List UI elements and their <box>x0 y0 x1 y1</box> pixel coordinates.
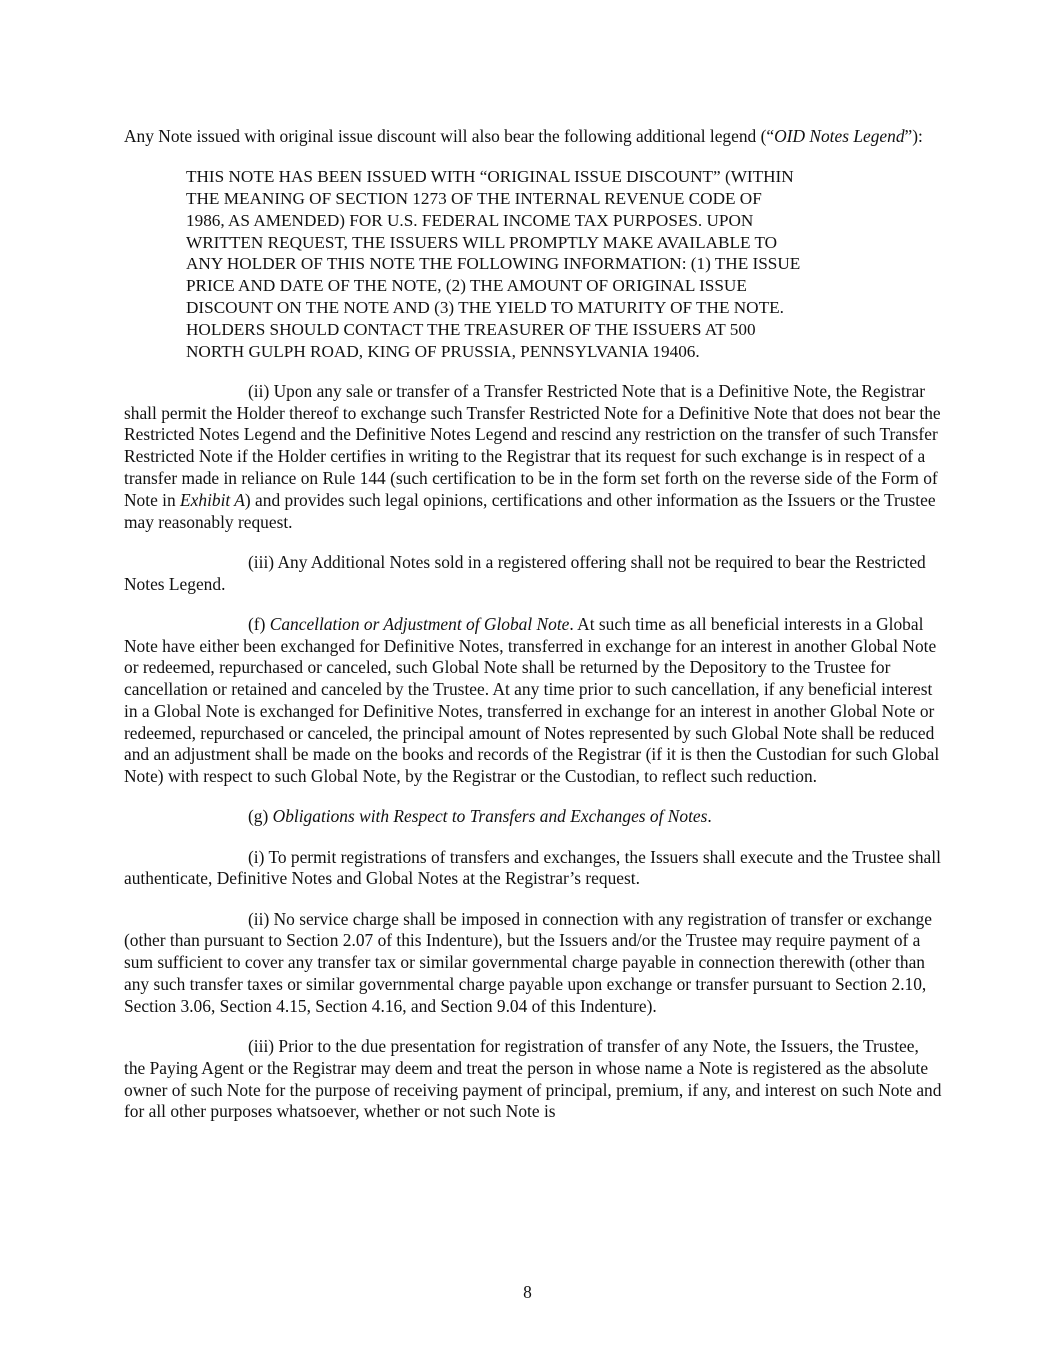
paragraph-e-iii: (iii) Any Additional Notes sold in a registered offering shall not be required to bear the Restricted Notes Legend. <box>124 551 926 594</box>
legend-line: HOLDERS SHOULD CONTACT THE TREASURER OF THE ISSUERS AT 500 <box>186 319 756 339</box>
paragraph-g-iii: (iii) Prior to the due presentation for registration of transfer of any Note, the Issuers, the Trustee, the Paying Agent or the Registrar may deem and treat the person in whose name a Note is registered as the absolute owner of such Note for the purpose of receiving payment of principal, premium, if any, and interest on such Note and for all other purposes whatsoever, whether or not such Note is <box>124 1036 942 1122</box>
legend-line: NORTH GULPH ROAD, KING OF PRUSSIA, PENNSYLVANIA 19406. <box>186 341 700 361</box>
legend-line: WRITTEN REQUEST, THE ISSUERS WILL PROMPTLY MAKE AVAILABLE TO <box>186 232 778 252</box>
legend-line: ANY HOLDER OF THIS NOTE THE FOLLOWING INFORMATION: (1) THE ISSUE <box>186 254 801 274</box>
document-body <box>124 126 942 1142</box>
legend-line: 1986, AS AMENDED) FOR U.S. FEDERAL INCOME TAX PURPOSES. UPON <box>186 210 754 230</box>
legend-line: PRICE AND DATE OF THE NOTE, (2) THE AMOUNT OF ORIGINAL ISSUE <box>186 276 747 296</box>
paragraph-g-ii: (ii) No service charge shall be imposed in connection with any registration of transfer or exchange (other than pursuant to Section 2.07 of this Indenture), but the Issuers and/or the Trustee may require payment of a sum sufficient to cover any transfer tax or similar governmental charge payable in connection therewith (other than any such transfer taxes or similar governmental charge payable upon exchange or transfer pursuant to Section 2.10, Section 3.06, Section 4.15, Section 4.16, and Section 9.04 of this Indenture). <box>124 908 932 1016</box>
paragraph-g: (g) Obligations with Respect to Transfers and Exchanges of Notes. <box>248 806 712 827</box>
intro-paragraph: Any Note issued with original issue discount will also bear the following additional legend (“OID Notes Legend”): <box>124 126 923 146</box>
legend-line: DISCOUNT ON THE NOTE AND (3) THE YIELD TO MATURITY OF THE NOTE. <box>186 297 784 317</box>
section-heading-g: Obligations with Respect to Transfers and Exchanges of Notes <box>272 806 708 827</box>
page-number: 8 <box>523 1282 532 1302</box>
legend-line: THIS NOTE HAS BEEN ISSUED WITH “ORIGINAL ISSUE DISCOUNT” (WITHIN <box>186 167 794 187</box>
legend-line: THE MEANING OF SECTION 1273 OF THE INTERNAL REVENUE CODE OF <box>186 188 762 208</box>
paragraph-e-ii: (ii) Upon any sale or transfer of a Transfer Restricted Note that is a Definitive Note, the Registrar shall permit the Holder thereof to exchange such Transfer Restricted Note for a Definitive Note that does not bear the Restricted Notes Legend and the Definitive Notes Legend and rescind any restriction on the transfer of such Transfer Restricted Note if the Holder certifies in writing to the Registrar that its request for such exchange is in respect of a transfer made in reliance on Rule 144 (such certification to be in the form set forth on the reverse side of the Form of Note in Exhibit A) and provides such legal opinions, certifications and other information as the Issuers or the Trustee may reasonably request. <box>124 380 941 532</box>
oid-legend-block <box>186 166 886 362</box>
paragraph-f: (f) Cancellation or Adjustment of Global Note. At such time as all beneficial interests in a Global Note have either been exchanged for Definitive Notes, transferred in exchange for an interest in another Global Note or redeemed, repurchased or canceled, such Global Note shall be returned by the Depository to the Trustee for cancellation or retained and canceled by the Trustee. At any time prior to such cancellation, if any beneficial interest in a Global Note is exchanged for Definitive Notes, transferred in exchange for an interest in another Global Note or redeemed, repurchased or canceled, the principal amount of Notes represented by such Global Note shall be reduced and an adjustment shall be made on the books and records of the Registrar (if it is then the Custodian for such Global Note) with respect to such Global Note, by the Registrar or the Custodian, to reflect such reduction. <box>124 613 940 787</box>
section-heading-f: Cancellation or Adjustment of Global Note <box>269 613 570 634</box>
paragraph-g-i: (i) To permit registrations of transfers and exchanges, the Issuers shall execute and the Trustee shall authenticate, Definitive Notes and Global Notes at the Registrar’s request. <box>124 846 941 889</box>
oid-notes-legend-term: OID Notes Legend <box>774 126 905 146</box>
exhibit-a-reference: Exhibit A <box>180 489 245 510</box>
